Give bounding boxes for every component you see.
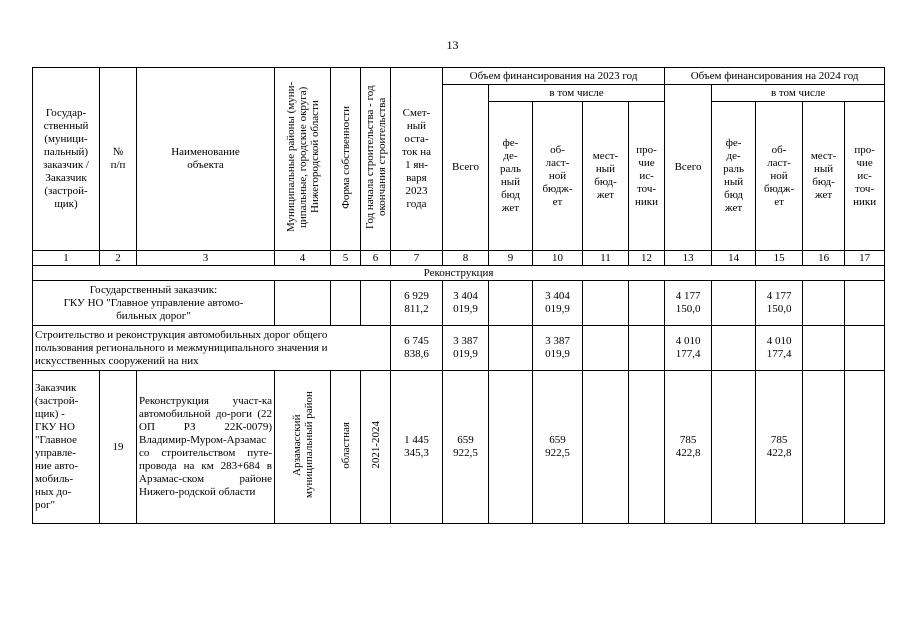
empty-cell [489, 326, 533, 371]
section-title: Реконструкция [33, 266, 885, 281]
object-customer: Заказчик (застрой- щик) - ГКУ НО "Главное управле- ние авто- мобиль- ных до- рог" [33, 371, 100, 524]
header-estimate: Смет- ный оста- ток на 1 ян- варя 2023 года [391, 68, 443, 251]
empty-cell [583, 371, 629, 524]
object-ownership: областная [339, 421, 352, 469]
header-local-2024: мест- ный бюд- жет [803, 102, 845, 251]
object-regional-2023: 659 922,5 [533, 371, 583, 524]
column-number: 16 [803, 251, 845, 266]
gov-estimate: 6 929 811,2 [391, 281, 443, 326]
column-number: 4 [275, 251, 331, 266]
empty-cell [845, 326, 885, 371]
object-total-2024: 785 422,8 [665, 371, 712, 524]
header-num: № п/п [100, 68, 137, 251]
empty-cell [489, 371, 533, 524]
empty-cell [712, 371, 756, 524]
page-number: 13 [446, 38, 459, 52]
header-fin-2024: Объем финансирования на 2024 год [665, 68, 885, 85]
empty-cell [275, 281, 331, 326]
empty-cell [629, 281, 665, 326]
header-incl-2024: в том числе [712, 85, 885, 102]
column-number: 11 [583, 251, 629, 266]
empty-cell [712, 281, 756, 326]
empty-cell [361, 281, 391, 326]
column-number: 3 [137, 251, 275, 266]
section-row [33, 266, 885, 281]
subtotal-regional-2023: 3 387 019,9 [533, 326, 583, 371]
empty-cell [629, 326, 665, 371]
column-number: 2 [100, 251, 137, 266]
empty-cell [331, 281, 361, 326]
header-row-1 [33, 68, 885, 85]
gov-total-2024: 4 177 150,0 [665, 281, 712, 326]
object-regional-2024: 785 422,8 [756, 371, 803, 524]
table-row-object [33, 371, 885, 524]
object-years: 2021-2024 [369, 421, 382, 469]
header-other-2023: про- чие ис- точ- ники [629, 102, 665, 251]
table-row-gov-customer [33, 281, 885, 326]
object-estimate: 1 445 345,3 [391, 371, 443, 524]
subtotal-estimate: 6 745 838,6 [391, 326, 443, 371]
object-ownership-cell [331, 371, 361, 524]
column-number: 6 [361, 251, 391, 266]
header-object-name: Наименование объекта [137, 68, 275, 251]
gov-regional-2024: 4 177 150,0 [756, 281, 803, 326]
column-number: 12 [629, 251, 665, 266]
column-number-row [33, 251, 885, 266]
object-years-cell [361, 371, 391, 524]
object-district-cell [275, 371, 331, 524]
gov-regional-2023: 3 404 019,9 [533, 281, 583, 326]
header-years: Год начала строительства - год окончания строительства [363, 85, 388, 229]
header-federal-2023: фе- де- раль ный бюд жет [489, 102, 533, 251]
column-number: 5 [331, 251, 361, 266]
header-federal-2024: фе- де- раль ный бюд жет [712, 102, 756, 251]
header-districts: Муниципальные районы (муни-ципальные, городские округа) Нижегородской области [284, 81, 321, 233]
header-ownership: Форма собственности [339, 105, 352, 209]
column-number: 8 [443, 251, 489, 266]
column-number: 13 [665, 251, 712, 266]
column-number: 10 [533, 251, 583, 266]
subtotal-regional-2024: 4 010 177,4 [756, 326, 803, 371]
column-number: 1 [33, 251, 100, 266]
header-fin-2023: Объем финансирования на 2023 год [443, 68, 665, 85]
header-ownership-cell [331, 68, 361, 251]
empty-cell [712, 326, 756, 371]
object-num: 19 [100, 371, 137, 524]
object-district: Арзамасский муниципальный район [290, 391, 315, 499]
header-districts-cell [275, 68, 331, 251]
subtotal-label: Строительство и реконструкция автомобильных дорог общего пользования регионального и межмуниципального значения и искусственных сооружений на них [33, 326, 391, 371]
empty-cell [583, 326, 629, 371]
gov-customer-label: Государственный заказчик: ГКУ НО "Главное управление автомо- бильных дорог" [33, 281, 275, 326]
header-total-2024: Всего [665, 85, 712, 251]
column-number: 7 [391, 251, 443, 266]
header-other-2024: про- чие ис- точ- ники [845, 102, 885, 251]
object-total-2023: 659 922,5 [443, 371, 489, 524]
empty-cell [803, 326, 845, 371]
empty-cell [803, 281, 845, 326]
empty-cell [489, 281, 533, 326]
empty-cell [629, 371, 665, 524]
empty-cell [583, 281, 629, 326]
header-customer: Государ- ственный (муници- пальный) заказчик / Заказчик (застрой- щик) [33, 68, 100, 251]
empty-cell [803, 371, 845, 524]
table-row-subtotal [33, 326, 885, 371]
header-regional-2024: об- ласт- ной бюдж- ет [756, 102, 803, 251]
header-incl-2023: в том числе [489, 85, 665, 102]
header-years-cell [361, 68, 391, 251]
header-total-2023: Всего [443, 85, 489, 251]
column-number: 15 [756, 251, 803, 266]
header-regional-2023: об- ласт- ной бюдж- ет [533, 102, 583, 251]
subtotal-total-2023: 3 387 019,9 [443, 326, 489, 371]
gov-total-2023: 3 404 019,9 [443, 281, 489, 326]
header-local-2023: мест- ный бюд- жет [583, 102, 629, 251]
empty-cell [845, 281, 885, 326]
object-name: Реконструкция участ-ка автомобильной до-роги (22 ОП РЗ 22К-0079) Владимир-Муром-Арзамас со строительством путе-провода на км 283+684 в Арзамас-ском районе Нижего-родской области [137, 371, 275, 524]
column-number: 9 [489, 251, 533, 266]
financing-table [32, 67, 885, 524]
subtotal-total-2024: 4 010 177,4 [665, 326, 712, 371]
column-number: 17 [845, 251, 885, 266]
column-number: 14 [712, 251, 756, 266]
empty-cell [845, 371, 885, 524]
